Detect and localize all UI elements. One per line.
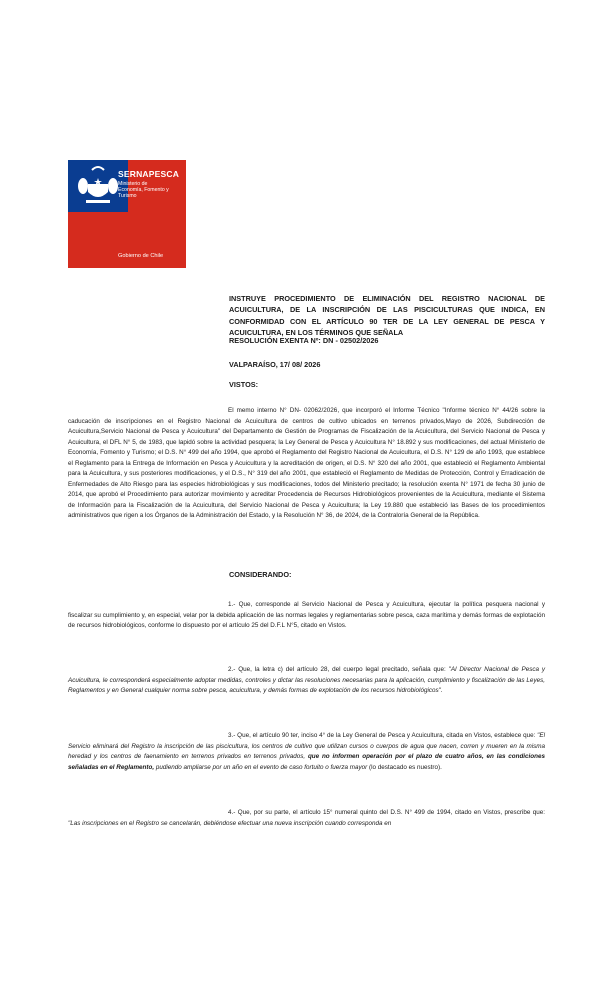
logo-government: Gobierno de Chile [118,253,164,259]
considerando-3-note: (lo destacado es nuestro). [367,763,442,771]
sernapesca-logo [68,160,186,268]
considerando-heading: CONSIDERANDO: [229,570,292,579]
considerando-2 [68,665,545,697]
ministry-line-3: Turismo [118,193,137,199]
considerando-1-text: 1.- Que, corresponde al Servicio Nacional de Pesca y Acuicultura, ejecutar la política pesquera nacional y fiscalizar su cumplimiento y, en especial, velar por la debida aplicación de las normas legales y reglamentarias sobre pesca, caza marítima y demás formas de explotación de recursos hidrobiológicos, conforme lo dispuesto por el artículo 25 del D.F.L N°5, citado en Vistos. [68,601,545,629]
considerando-2-lead: 2.- Que, la letra c) del artículo 28, del cuerpo legal precitado, señala que: [228,666,449,673]
vistos-text: El memo interno N° DN- 02062/2026, que incorporó el Informe Técnico "Informe técnico N° 44/26 sobre la caducación de inscripciones en el Registro Nacional de Acuicultura de centros de cultivo ubicados en terrenos privados,Mayo de 2026, Subdirección de Acuicultura,Servicio Nacional de Pesca y Acuicultura" del Departamento de Gestión de Programas de Fiscalización de la Acuicultura, del Servicio Nacional de Pesca y Acuicultura, el DFL N° 5, de 1983, que lapidó sobre la actividad pesquera; la Ley General de Pesca y Acuicultura N° 18.892 y sus modificaciones, del actual Ministerio de Economía, Fomento y Turismo; el D.S. N° 499 del año 1994, que aprobó el Reglamento del Registro Nacional de Acuicultura, el D.S. N° 129 de año 1993, que establece el Reglamento para la Entrega de Información en Pesca y Acuicultura y la acreditación de origen, el D.S. N° 320 del año 2001, que estableció el Reglamento Ambiental para la Acuicultura, y sus posteriores modificaciones, y el D.S., N° 319 del año 2001, que estableció el Reglamento de Medidas de Protección, Control y Erradicación de Enfermedades de Alto Riesgo para las especies hidrobiológicas y sus modificaciones, todos del Ministerio precitado; la resolución exenta N° 1971 de fecha 30 junio de 2014, que aprobó el Procedimiento para autorizar movimiento y acreditar Procedencia de Recursos Hidrobiológicos provenientes de la Acuicultura, mediante el Sistema de Información para la Fiscalización de la Acuicultura, del Servicio Nacional de Pesca y Acuicultura; la Ley 19.880 que estableció las Bases de los procedimientos administrativos que rigen a los Órganos de la Administración del Estado, y la Resolución N° 36, de 2024, de la Contraloría General de la República. [68,407,545,519]
document-title: INSTRUYE PROCEDIMIENTO DE ELIMINACIÓN DEL REGISTRO NACIONAL DE ACUICULTURA, DE LA INSCRIPCIÓN DE LAS PISCICULTURAS QUE INDICA, EN CONFORMIDAD CON EL ARTÍCULO 90 TER DE LA LEY GENERAL DE PESCA Y ACUICULTURA, EN LOS TÉRMINOS QUE SEÑALA [229,294,545,337]
considerando-4 [68,808,545,829]
vistos-heading: VISTOS: [229,380,259,389]
considerando-3 [68,731,545,773]
logo-brand: SERNAPESCA [118,169,180,179]
considerando-3-lead: 3.- Que, el artículo 90 ter, inciso 4° de la Ley General de Pesca y Acuicultura, citada en Vistos, establece que: [228,732,538,739]
considerando-3-quote: "El Servicio eliminará del Registro la inscripción de las piscicultura, los centros de cultivo que utilizan cursos o cuerpos de agua que nacen, corren y mueren en la misma heredad y los centros de faenamiento en terrenos privados en terrenos privados, [68,732,545,760]
coat-of-arms-icon [74,162,122,212]
considerando-3-tail: pudiendo ampliarse por un año en el evento de caso fortuito o fuerza mayor [154,763,368,771]
logo-red-field [68,212,128,268]
considerando-3-emphasis: que no informen operación por el plazo de cuatro años, en las condiciones señaladas en el Reglamento, [68,753,546,771]
ministry-line-1: Ministerio de [118,181,148,187]
considerando-2-quote: "Al Director Nacional de Pesca y Acuicultura, le corresponderá especialmente adoptar medidas, controles y dictar las resoluciones necesarias para la aplicación, cumplimiento y fiscalización de las Leyes, Reglamentos y en General cualquier norma sobre pesca, acuicultura, y demás formas de explotación de los recursos hidrobiológicos". [68,666,546,694]
place-date: VALPARAÍSO, 17/ 08/ 2026 [229,360,321,369]
considerando-4-lead: 4.- Que, por su parte, el artículo 15° numeral quinto del D.S. N° 499 de 1994, citado en Vistos, prescribe que: [228,809,545,816]
logo-ministry [118,181,184,199]
vistos-paragraph [68,406,545,522]
considerando-1 [68,600,545,632]
resolution-number: RESOLUCIÓN EXENTA Nº: DN - 02502/2026 [229,336,379,345]
considerando-4-quote: "Las inscripciones en el Registro se cancelarán, debiéndose efectuar una nueva inscripción cuando corresponda en [68,819,392,827]
ministry-line-2: Economía, Fomento y [118,187,169,193]
